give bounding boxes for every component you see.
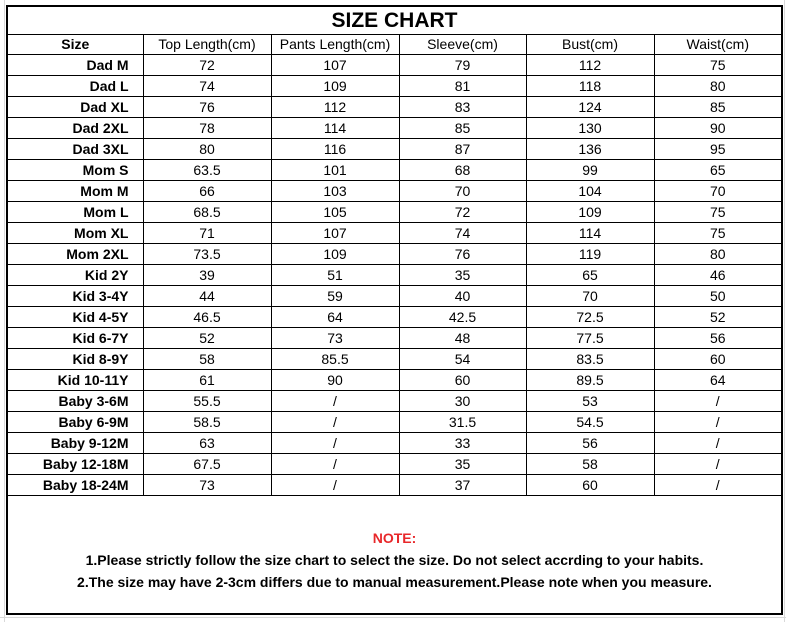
cell-size: Mom 2XL	[8, 244, 143, 265]
cell-size: Kid 10-11Y	[8, 370, 143, 391]
cell-waist: 75	[654, 55, 781, 76]
cell-top-length: 80	[143, 139, 271, 160]
cell-top-length: 66	[143, 181, 271, 202]
gridline	[784, 0, 785, 622]
cell-bust: 60	[526, 475, 654, 496]
cell-bust: 83.5	[526, 349, 654, 370]
cell-waist: 50	[654, 286, 781, 307]
cell-pants-length: /	[271, 412, 399, 433]
cell-pants-length: 90	[271, 370, 399, 391]
cell-sleeve: 79	[399, 55, 526, 76]
cell-sleeve: 74	[399, 223, 526, 244]
cell-bust: 124	[526, 97, 654, 118]
cell-size: Baby 3-6M	[8, 391, 143, 412]
cell-size: Kid 2Y	[8, 265, 143, 286]
cell-pants-length: 103	[271, 181, 399, 202]
cell-waist: /	[654, 475, 781, 496]
table-row	[8, 181, 781, 202]
cell-waist: 56	[654, 328, 781, 349]
cell-bust: 89.5	[526, 370, 654, 391]
cell-pants-length: 109	[271, 76, 399, 97]
table-row	[8, 139, 781, 160]
cell-sleeve: 83	[399, 97, 526, 118]
cell-bust: 53	[526, 391, 654, 412]
cell-waist: 80	[654, 76, 781, 97]
cell-top-length: 68.5	[143, 202, 271, 223]
cell-top-length: 67.5	[143, 454, 271, 475]
cell-waist: /	[654, 412, 781, 433]
cell-size: Dad M	[8, 55, 143, 76]
table-row	[8, 328, 781, 349]
cell-top-length: 52	[143, 328, 271, 349]
table-row	[8, 76, 781, 97]
note-line-1: 1.Please strictly follow the size chart to select the size. Do not select accrding to your habits.	[85, 552, 704, 568]
cell-pants-length: /	[271, 433, 399, 454]
cell-size: Kid 4-5Y	[8, 307, 143, 328]
cell-top-length: 78	[143, 118, 271, 139]
cell-size: Mom XL	[8, 223, 143, 244]
cell-sleeve: 70	[399, 181, 526, 202]
table-row	[8, 307, 781, 328]
cell-bust: 72.5	[526, 307, 654, 328]
cell-sleeve: 72	[399, 202, 526, 223]
cell-top-length: 55.5	[143, 391, 271, 412]
cell-pants-length: 107	[271, 223, 399, 244]
size-table	[8, 34, 781, 496]
cell-waist: 60	[654, 349, 781, 370]
cell-sleeve: 40	[399, 286, 526, 307]
cell-size: Mom L	[8, 202, 143, 223]
cell-pants-length: 114	[271, 118, 399, 139]
cell-size: Baby 12-18M	[8, 454, 143, 475]
cell-top-length: 63	[143, 433, 271, 454]
header-size: Size	[8, 34, 143, 55]
cell-waist: 65	[654, 160, 781, 181]
cell-pants-length: 112	[271, 97, 399, 118]
cell-top-length: 61	[143, 370, 271, 391]
cell-size: Kid 8-9Y	[8, 349, 143, 370]
table-row	[8, 244, 781, 265]
cell-waist: 75	[654, 202, 781, 223]
cell-size: Dad 2XL	[8, 118, 143, 139]
cell-pants-length: 85.5	[271, 349, 399, 370]
cell-sleeve: 81	[399, 76, 526, 97]
cell-pants-length: 64	[271, 307, 399, 328]
table-row	[8, 433, 781, 454]
cell-top-length: 76	[143, 97, 271, 118]
cell-waist: /	[654, 433, 781, 454]
table-row	[8, 391, 781, 412]
cell-sleeve: 30	[399, 391, 526, 412]
cell-bust: 114	[526, 223, 654, 244]
cell-sleeve: 37	[399, 475, 526, 496]
table-body	[8, 55, 781, 496]
table-row	[8, 202, 781, 223]
table-row	[8, 286, 781, 307]
table-row	[8, 412, 781, 433]
header-sleeve: Sleeve(cm)	[399, 34, 526, 55]
cell-size: Dad XL	[8, 97, 143, 118]
cell-pants-length: 105	[271, 202, 399, 223]
table-row	[8, 118, 781, 139]
cell-bust: 112	[526, 55, 654, 76]
table-row	[8, 223, 781, 244]
cell-top-length: 46.5	[143, 307, 271, 328]
cell-sleeve: 85	[399, 118, 526, 139]
cell-sleeve: 48	[399, 328, 526, 349]
cell-pants-length: 107	[271, 55, 399, 76]
table-row	[8, 55, 781, 76]
cell-sleeve: 87	[399, 139, 526, 160]
cell-waist: 95	[654, 139, 781, 160]
cell-top-length: 73.5	[143, 244, 271, 265]
notes-section	[8, 499, 781, 613]
cell-size: Mom S	[8, 160, 143, 181]
note-line-2: 2.The size may have 2-3cm differs due to manual measurement.Please note when you measure.	[77, 574, 712, 590]
cell-bust: 58	[526, 454, 654, 475]
cell-bust: 104	[526, 181, 654, 202]
header-pants-length: Pants Length(cm)	[271, 34, 399, 55]
cell-sleeve: 76	[399, 244, 526, 265]
header-waist: Waist(cm)	[654, 34, 781, 55]
cell-size: Mom M	[8, 181, 143, 202]
cell-pants-length: 73	[271, 328, 399, 349]
cell-waist: 70	[654, 181, 781, 202]
cell-bust: 99	[526, 160, 654, 181]
cell-size: Kid 6-7Y	[8, 328, 143, 349]
cell-bust: 136	[526, 139, 654, 160]
cell-top-length: 44	[143, 286, 271, 307]
cell-sleeve: 35	[399, 265, 526, 286]
cell-waist: 80	[654, 244, 781, 265]
header-row	[8, 34, 781, 55]
cell-sleeve: 68	[399, 160, 526, 181]
table-row	[8, 160, 781, 181]
cell-size: Dad 3XL	[8, 139, 143, 160]
cell-sleeve: 33	[399, 433, 526, 454]
cell-waist: 64	[654, 370, 781, 391]
cell-pants-length: 109	[271, 244, 399, 265]
cell-waist: /	[654, 391, 781, 412]
table-row	[8, 475, 781, 496]
table-row	[8, 370, 781, 391]
cell-waist: 46	[654, 265, 781, 286]
cell-pants-length: 59	[271, 286, 399, 307]
cell-waist: 90	[654, 118, 781, 139]
cell-bust: 65	[526, 265, 654, 286]
cell-sleeve: 42.5	[399, 307, 526, 328]
cell-top-length: 58.5	[143, 412, 271, 433]
cell-bust: 56	[526, 433, 654, 454]
header-top-length: Top Length(cm)	[143, 34, 271, 55]
gridline	[0, 617, 786, 618]
cell-waist: 52	[654, 307, 781, 328]
cell-sleeve: 35	[399, 454, 526, 475]
cell-size: Baby 9-12M	[8, 433, 143, 454]
cell-bust: 118	[526, 76, 654, 97]
cell-top-length: 73	[143, 475, 271, 496]
cell-size: Baby 6-9M	[8, 412, 143, 433]
cell-waist: 75	[654, 223, 781, 244]
size-chart	[6, 5, 783, 615]
cell-pants-length: /	[271, 475, 399, 496]
cell-pants-length: 101	[271, 160, 399, 181]
cell-sleeve: 54	[399, 349, 526, 370]
cell-waist: 85	[654, 97, 781, 118]
table-row	[8, 97, 781, 118]
cell-bust: 54.5	[526, 412, 654, 433]
chart-title: SIZE CHART	[8, 7, 781, 35]
cell-waist: /	[654, 454, 781, 475]
cell-bust: 130	[526, 118, 654, 139]
table-row	[8, 265, 781, 286]
cell-top-length: 71	[143, 223, 271, 244]
cell-top-length: 72	[143, 55, 271, 76]
cell-bust: 119	[526, 244, 654, 265]
gridline	[4, 0, 5, 622]
cell-sleeve: 60	[399, 370, 526, 391]
cell-bust: 77.5	[526, 328, 654, 349]
header-bust: Bust(cm)	[526, 34, 654, 55]
cell-top-length: 39	[143, 265, 271, 286]
cell-pants-length: /	[271, 454, 399, 475]
note-title: NOTE:	[372, 530, 417, 546]
cell-pants-length: 51	[271, 265, 399, 286]
table-row	[8, 454, 781, 475]
cell-top-length: 74	[143, 76, 271, 97]
cell-size: Dad L	[8, 76, 143, 97]
table-row	[8, 349, 781, 370]
cell-bust: 70	[526, 286, 654, 307]
cell-top-length: 63.5	[143, 160, 271, 181]
cell-top-length: 58	[143, 349, 271, 370]
cell-pants-length: /	[271, 391, 399, 412]
cell-pants-length: 116	[271, 139, 399, 160]
cell-size: Baby 18-24M	[8, 475, 143, 496]
cell-size: Kid 3-4Y	[8, 286, 143, 307]
cell-sleeve: 31.5	[399, 412, 526, 433]
cell-bust: 109	[526, 202, 654, 223]
